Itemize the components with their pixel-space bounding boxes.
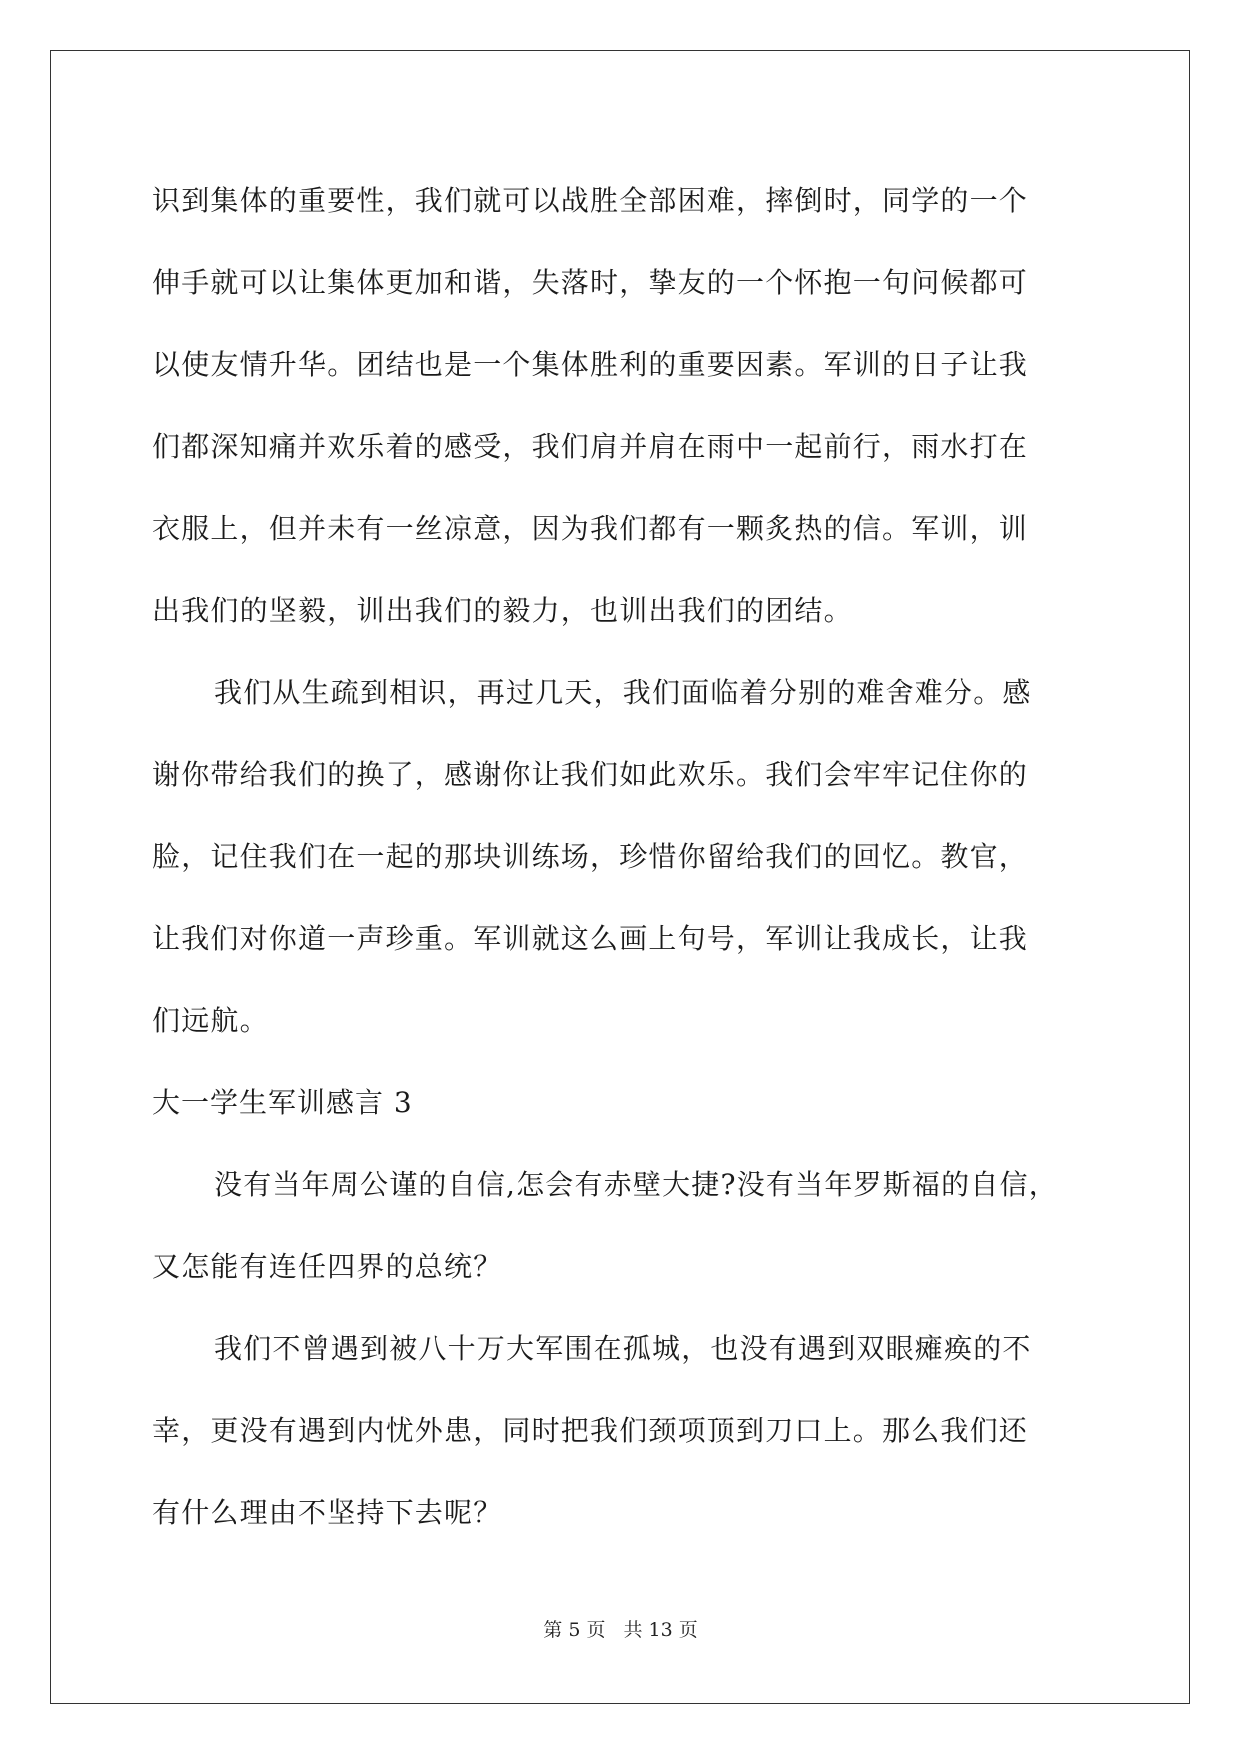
paragraph-line: 我们从生疏到相识，再过几天，我们面临着分别的难舍难分。感 — [214, 676, 1032, 709]
paragraph-line: 脸，记住我们在一起的那块训练场，珍惜你留给我们的回忆。教官， — [152, 840, 1029, 873]
section-heading: 大一学生军训感言 3 — [152, 1086, 413, 1119]
page-footer — [0, 1618, 1241, 1642]
paragraph-line: 们都深知痛并欢乐着的感受，我们肩并肩在雨中一起前行，雨水打在 — [152, 430, 1029, 463]
paragraph-line: 伸手就可以让集体更加和谐，失落时，挚友的一个怀抱一句问候都可 — [152, 266, 1029, 299]
paragraph-line: 幸，更没有遇到内忧外患，同时把我们颈项顶到刀口上。那么我们还 — [152, 1414, 1029, 1447]
paragraph-line: 让我们对你道一声珍重。军训就这么画上句号，军训让我成长，让我 — [152, 922, 1029, 955]
paragraph-line: 谢你带给我们的换了，感谢你让我们如此欢乐。我们会牢牢记住你的 — [152, 758, 1029, 791]
paragraph-line: 没有当年周公谨的自信,怎会有赤壁大捷?没有当年罗斯福的自信， — [214, 1168, 1058, 1201]
paragraph-line: 以使友情升华。团结也是一个集体胜利的重要因素。军训的日子让我 — [152, 348, 1029, 381]
paragraph-line: 衣服上，但并未有一丝凉意，因为我们都有一颗炙热的信。军训，训 — [152, 512, 1029, 545]
paragraph-line: 们远航。 — [152, 1004, 269, 1037]
page-number: 第 5 页 — [543, 1619, 606, 1641]
document-body — [152, 160, 1092, 1554]
paragraph-line: 有什么理由不坚持下去呢？ — [152, 1496, 503, 1529]
page-total: 共 13 页 — [623, 1619, 698, 1641]
paragraph-line: 识到集体的重要性，我们就可以战胜全部困难，摔倒时，同学的一个 — [152, 184, 1029, 217]
paragraph-line: 出我们的坚毅，训出我们的毅力，也训出我们的团结。 — [152, 594, 853, 627]
paragraph-line: 又怎能有连任四界的总统？ — [152, 1250, 503, 1283]
paragraph-line: 我们不曾遇到被八十万大军围在孤城，也没有遇到双眼瘫痪的不 — [214, 1332, 1032, 1365]
